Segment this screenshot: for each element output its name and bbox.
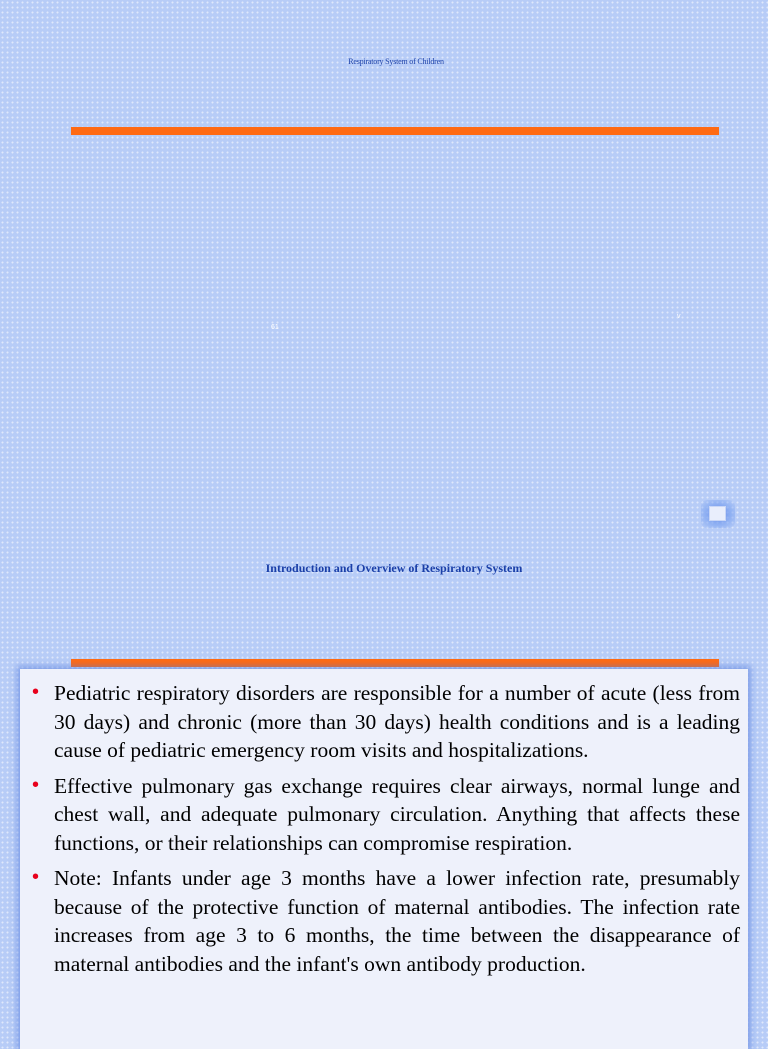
square-icon [709,506,726,521]
section-heading: Introduction and Overview of Respiratory System [265,561,523,575]
bullet-text: Pediatric respiratory disorders are responsible for a number of acute (less from 30 days) and chronic (more than 30 days) health conditions and is a leading cause of pediatric emergency room visits and hospitalizations. [54,681,740,762]
bullet-dot-icon: • [32,773,40,796]
bullet-dot-icon: • [32,866,40,888]
top-divider-rule [71,127,719,135]
stray-mark-left: 61 [271,324,279,331]
slide-nav-button[interactable] [701,500,735,528]
bullet-dot-icon: • [32,681,40,703]
bullet-item-3 [32,864,740,978]
bullet-text: Effective pulmonary gas exchange requires clear airways, normal lunge and chest wall, and adequate pulmonary circulation. Anything that affects these functions, or their relationships can compromise respiration. [54,773,740,855]
bullet-item-2 [32,772,740,858]
bullet-text: Note: Infants under age 3 months have a lower infection rate, presumably because of the protective function of maternal antibodies. The infection rate increases from age 3 to 6 months, the time between the disappearance of maternal antibodies and the infant's own antibody production. [54,866,740,976]
bullet-item-1 [32,679,740,765]
stray-mark-right: v [677,313,681,320]
slide-title: Respiratory System of Children [348,57,444,66]
bottom-divider-rule [71,659,719,667]
content-box [20,669,748,1049]
bullet-list [20,669,748,978]
